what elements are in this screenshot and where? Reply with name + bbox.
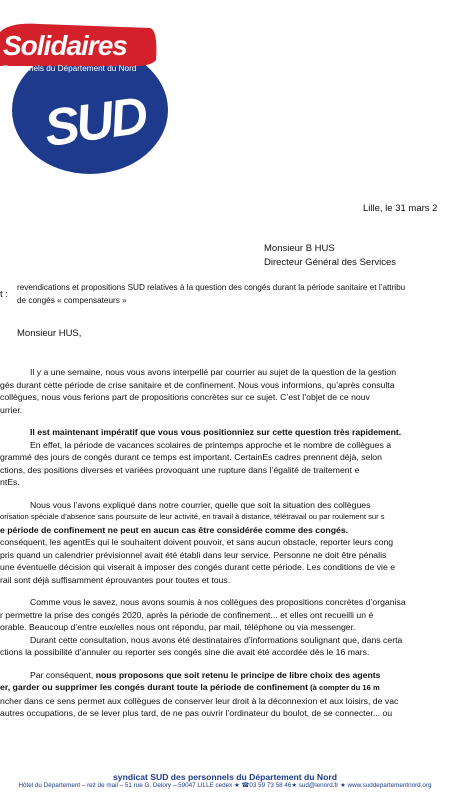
body-line: ctions, des positions diverses et variées provoquant une rupture dans l’égalité de traitement e bbox=[0, 464, 360, 475]
body-emphasis: er, garder ou supprimer les congés durant toute la période de confinement bbox=[0, 682, 308, 692]
body-line: gés durant cette période de crise sanitaire et de confinement. Nous vous informions, qu’après consulta bbox=[0, 379, 395, 390]
sud-solidaires-logo bbox=[0, 0, 170, 175]
body-line: Il y a une semaine, nous vous avons interpellé par courrier au sujet de la question de la gestion bbox=[30, 367, 397, 377]
body-line: En effet, la période de vacances scolaires de printemps approche et le nombre de collègues a bbox=[30, 439, 392, 450]
footer-title: syndicat SUD des personnels du Département du Nord bbox=[113, 772, 337, 782]
body-line: pris quand un calendrier prévisionnel avait été établi dans leur service. Personne ne doit être pénalis bbox=[0, 549, 387, 560]
body-line: conséquent, les agentEs qui le souhaitent doivent pouvoir, et sans aucun obstacle, reporter leurs cong bbox=[0, 537, 394, 547]
body-line: urrier. bbox=[0, 404, 23, 415]
logo-title: Solidaires bbox=[3, 30, 127, 61]
body-line: ctions la possibilité d’annuler ou reporter ses congés sine die avait été accordée dès le 16 mars. bbox=[0, 647, 370, 657]
logo-subtitle: Personnels du Département du Nord bbox=[3, 64, 137, 73]
body-line: ncher dans ce sens permet aux collègues de conserver leur droit à la déconnexion et aux loisirs, de vac bbox=[0, 695, 399, 706]
recipient-block bbox=[264, 242, 396, 270]
body-line: grammé des jours de congés durant ce temps est important. CertainEs cadres prennent déjà, selon bbox=[0, 452, 382, 462]
footer-address: Hôtel du Département – rez de mail – 51 rue G. Delory – 59047 LILLE cedex ★ ☎03 59 73 58 46★ sud@lenord.fr ★ www.suddepartementnord.org bbox=[18, 782, 432, 789]
letter-date: Lille, le 31 mars 2 bbox=[363, 203, 438, 214]
body-line: orable. Beaucoup d’entre eux/elles nous ont répondu, par mail, téléphone ou via messenger. bbox=[0, 622, 356, 632]
body-line: autres occupations, de se lever plus tard, de ne pas ouvrir l’ordinateur du boulot, de se connecter... ou bbox=[0, 708, 393, 718]
body-line bbox=[0, 669, 450, 682]
body-line: Durant cette consultation, nous avons été destinataires d’informations soulignant que, dans certa bbox=[30, 634, 403, 645]
body-emphasis-small: (à compter du 16 m bbox=[308, 683, 380, 692]
body-line: Comme vous le savez, nous avons soumis à nos collègues des propositions concrètes d’organisa bbox=[30, 597, 406, 607]
body-line: ntEs. bbox=[0, 477, 20, 487]
body-line: Nous vous l’avons expliqué dans notre courrier, quelle que soit la situation des collègues bbox=[30, 499, 371, 510]
recipient-title: Directeur Général des Services bbox=[264, 257, 396, 268]
subject bbox=[17, 281, 450, 307]
body-line: orisation spéciale d’absence sans poursuite de leur activité, en travail à distance, télétravail ou par roulement sur s bbox=[0, 512, 385, 521]
body-emphasis: e période de confinement ne peut en aucun cas être considérée comme des congés. bbox=[0, 524, 349, 535]
recipient-name: Monsieur B HUS bbox=[264, 243, 335, 254]
body-line: une éventuelle décision qui viserait à imposer des congés durant cette période. Les conditions de vie e bbox=[0, 562, 396, 572]
letter-body bbox=[0, 366, 450, 720]
body-text: Par conséquent, bbox=[30, 669, 96, 680]
subject-line-1: revendications et propositions SUD relatives à la question des congés durant la période sanitaire et l’attribu bbox=[17, 283, 406, 292]
subject-label: t : bbox=[0, 289, 8, 300]
body-line: collègues, nous vous ferions part de propositions concrètes sur ce sujet. C’est l’objet de ce nouv bbox=[0, 392, 370, 402]
body-line: r permettre la prise des congés 2020, après la période de confinement... et elles ont recueilli un é bbox=[0, 609, 374, 620]
logo-mark: SUD bbox=[40, 86, 149, 159]
body-emphasis: Il est maintenant impératif que vous vous positionniez sur cette question très rapidement. bbox=[30, 427, 402, 437]
salutation: Monsieur HUS, bbox=[17, 328, 82, 339]
footer bbox=[0, 772, 450, 789]
body-line: rail sont déjà suffisamment éprouvantes pour toutes et tous. bbox=[0, 574, 231, 585]
body-line bbox=[0, 681, 450, 695]
body-emphasis: nous proposons que soit retenu le principe de libre choix des agents bbox=[95, 669, 381, 680]
subject-line-2: de congés « compensateurs » bbox=[17, 296, 127, 305]
